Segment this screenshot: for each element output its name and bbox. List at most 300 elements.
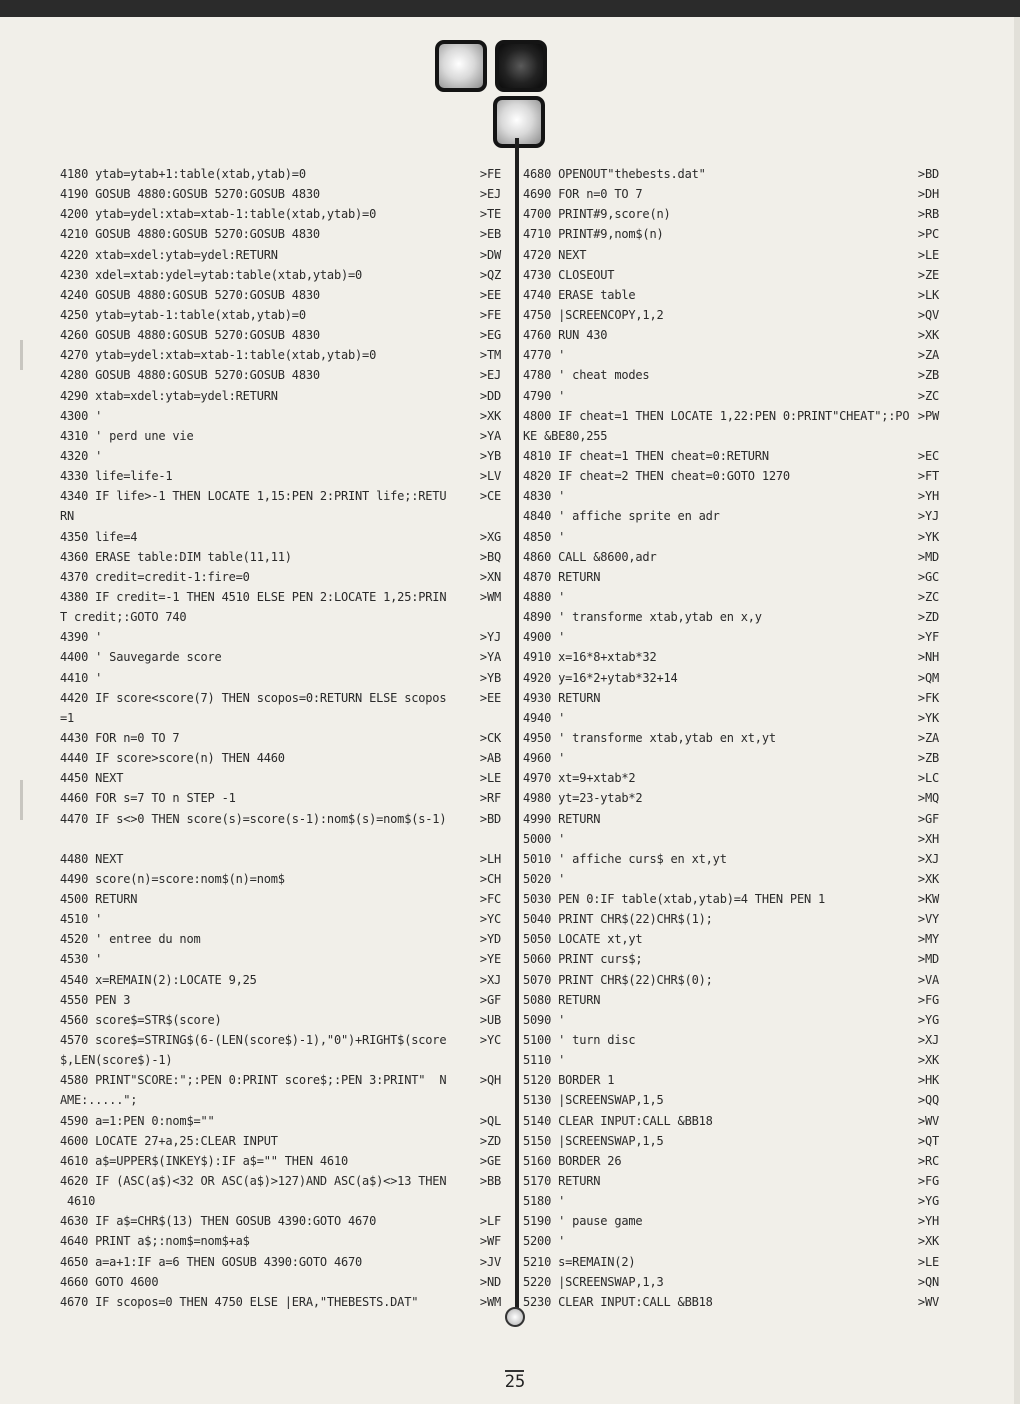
code-line — [523, 265, 939, 285]
checksum: >XG — [479, 529, 501, 544]
code-line — [60, 688, 501, 708]
checksum: >FE — [479, 167, 501, 181]
code-text: 4490 score(n)=score:nom$(n)=nom$ — [60, 871, 285, 886]
code-line — [523, 506, 939, 526]
code-line — [60, 889, 501, 909]
code-line — [60, 587, 501, 607]
checksum: >YC — [479, 1033, 501, 1048]
code-line — [523, 386, 939, 406]
code-line — [523, 245, 939, 265]
code-text: 4870 RETURN — [523, 569, 601, 584]
code-text: 5010 ' affiche curs$ en xt,yt — [523, 851, 727, 866]
code-text: 4200 ytab=ydel:xtab=xtab-1:table(xtab,ytab)=0 — [60, 207, 377, 222]
code-text: 4660 GOTO 4600 — [60, 1274, 159, 1289]
checksum: >ZB — [917, 368, 939, 383]
code-text: 5090 ' — [523, 1012, 566, 1027]
code-line — [523, 345, 939, 365]
code-text: 4820 IF cheat=2 THEN cheat=0:GOTO 1270 — [523, 469, 790, 484]
code-line — [523, 1171, 939, 1191]
checksum: >XN — [479, 569, 501, 584]
code-line — [523, 647, 939, 667]
checksum: >JV — [479, 1254, 501, 1269]
code-line — [523, 224, 939, 244]
code-text: 4360 ERASE table:DIM table(11,11) — [60, 549, 292, 564]
code-line — [523, 1292, 939, 1312]
checksum: >TE — [479, 207, 501, 222]
code-text: 4670 IF scopos=0 THEN 4750 ELSE |ERA,"THEBESTS.DAT" — [60, 1294, 419, 1309]
code-line — [523, 1050, 939, 1070]
code-text: 4690 FOR n=0 TO 7 — [523, 187, 643, 202]
checksum: >ZC — [917, 589, 939, 604]
code-line — [60, 829, 501, 849]
checksum: >EC — [917, 448, 939, 463]
checksum: >NH — [917, 650, 939, 665]
checksum: >PW — [917, 408, 939, 423]
checksum: >QH — [479, 1073, 501, 1088]
code-line — [523, 204, 939, 224]
code-text: 5100 ' turn disc — [523, 1033, 636, 1048]
checksum: >CK — [479, 730, 501, 745]
code-line — [60, 627, 501, 647]
code-text: KE &BE80,255 — [523, 428, 608, 443]
code-line — [523, 164, 939, 184]
checksum: >QQ — [917, 1093, 939, 1108]
code-text: 4700 PRINT#9,score(n) — [523, 207, 671, 222]
checksum: >ZC — [917, 388, 939, 403]
code-line — [523, 829, 939, 849]
code-text: 5160 BORDER 26 — [523, 1153, 622, 1168]
checksum: >YH — [917, 489, 939, 504]
code-line — [523, 728, 939, 748]
code-text: 4390 ' — [60, 630, 103, 645]
checksum: >LC — [917, 771, 939, 786]
code-line — [60, 607, 501, 627]
checksum: >GE — [479, 1153, 501, 1168]
checksum: >XJ — [479, 972, 501, 987]
code-text: 4860 CALL &8600,adr — [523, 549, 657, 564]
code-text: 5170 RETURN — [523, 1174, 601, 1189]
checksum: >EJ — [479, 368, 501, 383]
code-line — [523, 1151, 939, 1171]
code-line — [523, 1030, 939, 1050]
code-text: 4270 ytab=ydel:xtab=xtab-1:table(xtab,ytab)=0 — [60, 348, 377, 363]
checksum: >LE — [479, 771, 501, 786]
checksum: >ZA — [917, 730, 939, 745]
checksum: >MY — [917, 932, 939, 947]
code-text: 4350 life=4 — [60, 529, 138, 544]
code-line — [523, 1131, 939, 1151]
code-text: T credit;:GOTO 740 — [60, 610, 187, 625]
code-text: 4250 ytab=ytab-1:table(xtab,ytab)=0 — [60, 307, 306, 322]
code-text: 4640 PRINT a$;:nom$=nom$+a$ — [60, 1234, 250, 1249]
code-text: 4910 x=16*8+xtab*32 — [523, 650, 657, 665]
checksum: >WF — [479, 1234, 501, 1249]
checksum: >YE — [479, 952, 501, 967]
code-text: 4880 ' — [523, 589, 566, 604]
checksum: >YJ — [479, 630, 501, 645]
code-line — [60, 869, 501, 889]
checksum: >YF — [917, 630, 939, 645]
code-line — [60, 708, 501, 728]
checksum: >UB — [479, 1012, 501, 1027]
code-line — [60, 1111, 501, 1131]
code-text: 5020 ' — [523, 871, 566, 886]
code-text: 4760 RUN 430 — [523, 328, 608, 343]
code-line — [60, 1231, 501, 1251]
checksum: >YA — [479, 650, 501, 665]
code-text: 4220 xtab=xdel:ytab=ydel:RETURN — [60, 247, 278, 262]
code-text: 4580 PRINT"SCORE:";:PEN 0:PRINT score$;:PEN 3:PRINT" N — [60, 1073, 447, 1088]
code-line — [60, 547, 501, 567]
code-text: 5110 ' — [523, 1053, 566, 1068]
checksum: >QZ — [479, 267, 501, 282]
code-text: 4790 ' — [523, 388, 566, 403]
checksum: >XK — [917, 871, 939, 886]
code-line — [60, 728, 501, 748]
code-line — [60, 949, 501, 969]
code-line — [60, 1131, 501, 1151]
code-line — [60, 647, 501, 667]
checksum: >EE — [479, 287, 501, 302]
code-text: 4970 xt=9+xtab*2 — [523, 771, 636, 786]
checksum: >GF — [479, 992, 501, 1007]
code-text: 4600 LOCATE 27+a,25:CLEAR INPUT — [60, 1133, 278, 1148]
code-line — [60, 1010, 501, 1030]
checksum: >BD — [917, 167, 939, 181]
code-text: 4230 xdel=xtab:ydel=ytab:table(xtab,ytab)=0 — [60, 267, 363, 282]
code-text: $,LEN(score$)-1) — [60, 1053, 173, 1068]
code-text: 4470 IF s<>0 THEN score(s)=score(s-1):nom$(s)=nom$(s-1) — [60, 811, 447, 826]
code-line — [523, 627, 939, 647]
checksum: >HK — [917, 1073, 939, 1088]
checksum: >YB — [479, 670, 501, 685]
code-line — [523, 809, 939, 829]
code-text: =1 — [60, 710, 75, 725]
code-line — [60, 406, 501, 426]
checksum: >YD — [479, 932, 501, 947]
code-text: 5140 CLEAR INPUT:CALL &BB18 — [523, 1113, 713, 1128]
code-text: 4370 credit=credit-1:fire=0 — [60, 569, 250, 584]
code-line — [523, 970, 939, 990]
code-line — [523, 688, 939, 708]
code-text: 4450 NEXT — [60, 771, 124, 786]
code-text: 4980 yt=23-ytab*2 — [523, 791, 643, 806]
code-line — [523, 1010, 939, 1030]
code-line — [523, 365, 939, 385]
code-line — [523, 325, 939, 345]
code-line — [523, 1070, 939, 1090]
code-line — [60, 1292, 501, 1312]
checksum: >ZA — [917, 348, 939, 363]
code-text: 4510 ' — [60, 912, 103, 927]
checksum: >WM — [479, 1294, 501, 1309]
code-line — [60, 164, 501, 184]
code-text: 4650 a=a+1:IF a=6 THEN GOSUB 4390:GOTO 4670 — [60, 1254, 363, 1269]
code-text: 4730 CLOSEOUT — [523, 267, 615, 282]
code-text: 5040 PRINT CHR$(22)CHR$(1); — [523, 912, 713, 927]
checksum: >WV — [917, 1113, 939, 1128]
code-line — [523, 1111, 939, 1131]
checksum: >DH — [917, 187, 939, 202]
code-text: 4750 |SCREENCOPY,1,2 — [523, 307, 664, 322]
checksum: >ZB — [917, 751, 939, 766]
code-text: 4300 ' — [60, 408, 103, 423]
code-line — [523, 849, 939, 869]
code-text: 4440 IF score>score(n) THEN 4460 — [60, 751, 285, 766]
code-line — [523, 909, 939, 929]
code-line — [523, 748, 939, 768]
checksum: >FG — [917, 1174, 939, 1189]
code-line — [523, 587, 939, 607]
code-line — [523, 768, 939, 788]
code-line — [60, 1151, 501, 1171]
code-text: 4800 IF cheat=1 THEN LOCATE 1,22:PEN 0:PRINT"CHEAT";:PO — [523, 408, 910, 423]
checksum: >FT — [917, 469, 939, 484]
checksum: >WM — [479, 589, 501, 604]
checksum: >ND — [479, 1274, 501, 1289]
code-line — [523, 1231, 939, 1251]
checksum: >XK — [917, 328, 939, 343]
checksum: >QN — [917, 1274, 939, 1289]
checksum: >YB — [479, 448, 501, 463]
checksum: >CE — [479, 489, 501, 504]
code-text: 4900 ' — [523, 630, 566, 645]
code-text: 4780 ' cheat modes — [523, 368, 650, 383]
code-text: 4210 GOSUB 4880:GOSUB 5270:GOSUB 4830 — [60, 227, 320, 242]
code-line — [523, 1191, 939, 1211]
code-text: 5180 ' — [523, 1194, 566, 1209]
code-text: 4770 ' — [523, 348, 566, 363]
code-line — [60, 426, 501, 446]
checksum: >XJ — [917, 1033, 939, 1048]
checksum: >EG — [479, 328, 501, 343]
code-line — [523, 990, 939, 1010]
code-text: 4570 score$=STRING$(6-(LEN(score$)-1),"0")+RIGHT$(score — [60, 1033, 447, 1048]
checksum: >AB — [479, 751, 501, 766]
code-text: 4590 a=1:PEN 0:nom$="" — [60, 1113, 215, 1128]
code-text: 4520 ' entree du nom — [60, 932, 201, 947]
code-text: 5050 LOCATE xt,yt — [523, 932, 643, 947]
checksum: >LK — [917, 287, 939, 302]
code-text: 4850 ' — [523, 529, 566, 544]
code-line — [60, 1252, 501, 1272]
code-text: 4560 score$=STR$(score) — [60, 1012, 222, 1027]
code-line — [523, 1272, 939, 1292]
code-text: 5080 RETURN — [523, 992, 601, 1007]
checksum: >RB — [917, 207, 939, 222]
code-line — [60, 365, 501, 385]
code-line — [60, 285, 501, 305]
code-text: 4950 ' transforme xtab,ytab en xt,yt — [523, 730, 776, 745]
code-text: 4740 ERASE table — [523, 287, 636, 302]
checksum: >ZE — [917, 267, 939, 282]
page-number: 25 — [504, 1372, 526, 1392]
code-text: 4630 IF a$=CHR$(13) THEN GOSUB 4390:GOTO 4670 — [60, 1214, 377, 1229]
code-text: 4280 GOSUB 4880:GOSUB 5270:GOSUB 4830 — [60, 368, 320, 383]
checksum: >YK — [917, 529, 939, 544]
code-text: 4530 ' — [60, 952, 103, 967]
code-line — [60, 1171, 501, 1191]
logo-square-light-icon — [493, 96, 545, 148]
checksum: >GC — [917, 569, 939, 584]
checksum: >DD — [479, 388, 501, 403]
code-line — [60, 506, 501, 526]
logo-square-dark-icon — [495, 40, 547, 92]
code-text: 4260 GOSUB 4880:GOSUB 5270:GOSUB 4830 — [60, 328, 320, 343]
checksum: >XK — [917, 1053, 939, 1068]
code-line — [523, 668, 939, 688]
code-text: 4920 y=16*2+ytab*32+14 — [523, 670, 678, 685]
code-text: AME:....."; — [60, 1093, 138, 1108]
checksum: >CH — [479, 871, 501, 886]
code-line — [60, 446, 501, 466]
code-text: 4500 RETURN — [60, 892, 138, 907]
code-line — [523, 184, 939, 204]
code-line — [60, 668, 501, 688]
checksum: >MD — [917, 549, 939, 564]
checksum: >YG — [917, 1194, 939, 1209]
code-text: 5190 ' pause game — [523, 1214, 643, 1229]
checksum: >LE — [917, 1254, 939, 1269]
code-line — [60, 1030, 501, 1050]
code-line — [60, 1211, 501, 1231]
checksum: >QT — [917, 1133, 939, 1148]
code-text: 4290 xtab=xdel:ytab=ydel:RETURN — [60, 388, 278, 403]
code-line — [60, 245, 501, 265]
checksum: >LF — [479, 1214, 501, 1229]
code-line — [523, 929, 939, 949]
code-text: 4540 x=REMAIN(2):LOCATE 9,25 — [60, 972, 257, 987]
checksum: >VA — [917, 972, 939, 987]
code-text: 5060 PRINT curs$; — [523, 952, 643, 967]
divider-end-circle-icon — [505, 1307, 525, 1327]
checksum: >ZD — [917, 610, 939, 625]
code-line — [523, 466, 939, 486]
code-text: 4930 RETURN — [523, 690, 601, 705]
code-line — [523, 567, 939, 587]
code-text: RN — [60, 509, 75, 524]
checksum: >XJ — [917, 851, 939, 866]
checksum: >XK — [917, 1234, 939, 1249]
code-line — [60, 325, 501, 345]
code-line — [523, 1252, 939, 1272]
code-text: 4240 GOSUB 4880:GOSUB 5270:GOSUB 4830 — [60, 287, 320, 302]
code-text: 4610 a$=UPPER$(INKEY$):IF a$="" THEN 4610 — [60, 1153, 349, 1168]
code-line — [60, 909, 501, 929]
checksum: >QM — [917, 670, 939, 685]
code-line — [60, 184, 501, 204]
code-line — [60, 1191, 501, 1211]
checksum: >TM — [479, 348, 501, 363]
code-text: 4990 RETURN — [523, 811, 601, 826]
code-text: 4710 PRINT#9,nom$(n) — [523, 227, 664, 242]
checksum: >EB — [479, 227, 501, 242]
code-line — [60, 305, 501, 325]
code-line — [523, 446, 939, 466]
checksum: >BB — [479, 1174, 501, 1189]
listing-left-column — [60, 164, 501, 1312]
code-text: 4620 IF (ASC(a$)<32 OR ASC(a$)>127)AND ASC(a$)<>13 THEN — [60, 1174, 447, 1189]
code-text: 5150 |SCREENSWAP,1,5 — [523, 1133, 664, 1148]
code-text: 4310 ' perd une vie — [60, 428, 194, 443]
code-line — [523, 607, 939, 627]
code-line — [523, 305, 939, 325]
code-line — [60, 1050, 501, 1070]
code-line — [523, 869, 939, 889]
checksum: >FE — [479, 307, 501, 322]
checksum: >PC — [917, 227, 939, 242]
code-text: 5220 |SCREENSWAP,1,3 — [523, 1274, 664, 1289]
checksum: >KW — [917, 892, 939, 907]
checksum: >ZD — [479, 1133, 501, 1148]
code-text: 4400 ' Sauvegarde score — [60, 650, 222, 665]
checksum: >FK — [917, 690, 939, 705]
code-line — [60, 466, 501, 486]
checksum: >LE — [917, 247, 939, 262]
code-line — [60, 809, 501, 829]
code-line — [60, 849, 501, 869]
scan-top-edge — [0, 0, 1020, 17]
code-line — [60, 345, 501, 365]
checksum: >FC — [479, 892, 501, 907]
code-text: 5030 PEN 0:IF table(xtab,ytab)=4 THEN PEN 1 — [523, 892, 826, 907]
checksum: >MQ — [917, 791, 939, 806]
checksum: >YJ — [917, 509, 939, 524]
code-line — [523, 1211, 939, 1231]
code-line — [523, 486, 939, 506]
checksum: >LV — [479, 469, 501, 484]
code-line — [60, 768, 501, 788]
code-text: 4180 ytab=ytab+1:table(xtab,ytab)=0 — [60, 167, 306, 181]
code-line — [60, 970, 501, 990]
code-text: 4940 ' — [523, 710, 566, 725]
checksum: >EE — [479, 690, 501, 705]
checksum: >XK — [479, 408, 501, 423]
checksum: >YA — [479, 428, 501, 443]
code-text: 4680 OPENOUT"thebests.dat" — [523, 167, 706, 181]
code-text: 4810 IF cheat=1 THEN cheat=0:RETURN — [523, 448, 769, 463]
code-line — [523, 285, 939, 305]
checksum: >GF — [917, 811, 939, 826]
code-line — [60, 224, 501, 244]
code-line — [60, 204, 501, 224]
checksum: >RC — [917, 1153, 939, 1168]
code-text: 4840 ' affiche sprite en adr — [523, 509, 720, 524]
code-text: 4420 IF score<score(7) THEN scopos=0:RETURN ELSE scopos — [60, 690, 447, 705]
code-line — [60, 929, 501, 949]
code-line — [60, 386, 501, 406]
code-text: 4830 ' — [523, 489, 566, 504]
code-text: 4380 IF credit=-1 THEN 4510 ELSE PEN 2:LOCATE 1,25:PRIN — [60, 589, 447, 604]
checksum: >FG — [917, 992, 939, 1007]
checksum: >BQ — [479, 549, 501, 564]
code-text: 4890 ' transforme xtab,ytab en x,y — [523, 610, 762, 625]
code-line — [523, 889, 939, 909]
code-line — [60, 1090, 501, 1110]
code-line — [523, 788, 939, 808]
listing-right-column — [523, 164, 939, 1312]
checksum: >WV — [917, 1294, 939, 1309]
checksum: >DW — [479, 247, 501, 262]
code-line — [523, 426, 939, 446]
checksum: >YK — [917, 710, 939, 725]
code-text: 4190 GOSUB 4880:GOSUB 5270:GOSUB 4830 — [60, 187, 320, 202]
code-text: 4480 NEXT — [60, 851, 124, 866]
code-line — [60, 990, 501, 1010]
code-line — [523, 527, 939, 547]
checksum: >BD — [479, 811, 501, 826]
code-text: 4430 FOR n=0 TO 7 — [60, 730, 180, 745]
